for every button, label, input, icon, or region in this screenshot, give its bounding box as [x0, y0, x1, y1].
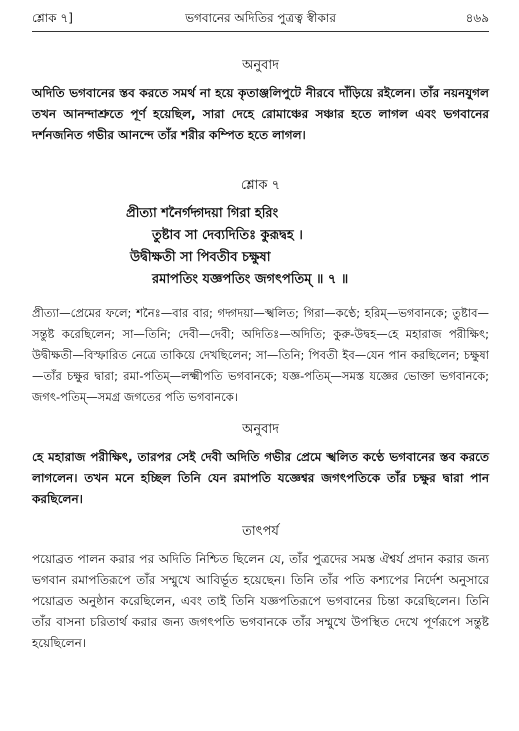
- purport-paragraph: পয়োব্রত পালন করার পর অদিতি নিশ্চিত ছিলেন যে, তাঁর পুত্রদের সমস্ত ঐশ্বর্য প্রদান করার জন্য ভগবান রমাপতিরূপে তাঁর সম্মুখে আবির্ভূত হয়েছেন। তিনি তাঁর পতি কশ্যপের নির্দেশ অনুসারে পয়োব্রত অনুষ্ঠান করেছিলেন, এবং তাই তিনি যজ্ঞপতিরূপে ভগবানের চিন্তা করেছিলেন। তিনি তাঁর বাসনা চরিতার্থ করার জন্য জগৎপতি ভগবানকে তাঁর সম্মুখে উপস্থিত দেখে পূর্ণরূপে সন্তুষ্ট হয়েছিলেন।: [32, 552, 489, 650]
- translation-paragraph-2: হে মহারাজ পরীক্ষিৎ, তারপর সেই দেবী অদিতি গভীর প্রেমে স্খলিত কণ্ঠে ভগবানের স্তব করতে লাগলেন। তখন মনে হচ্ছিল তিনি যেন রমাপতি যজ্ঞেশ্বর জগৎপতিকে তাঁর চক্ষুর দ্বারা পান করছিলেন।: [32, 450, 489, 506]
- verse-line-4: রমাপতিং যজ্ঞপতিং জগৎপতিম্ ॥ ৭ ॥: [152, 272, 349, 287]
- translation-heading-2: অনুবাদ: [242, 422, 279, 437]
- verse-line-1: প্রীত্যা শনৈর্গদ্গদয়া গিরা হরিং: [126, 206, 279, 221]
- verse-block: [32, 176, 489, 291]
- page-content: [32, 56, 489, 654]
- page-number: ৪৬৯: [465, 11, 489, 25]
- translation-paragraph: অদিতি ভগবানের স্তব করতে সমর্থ না হয়ে কৃতাঞ্জলিপুটে নীরবে দাঁড়িয়ে রইলেন। তাঁর নয়নযুগল তখন আনন্দাশ্রুতে পূর্ণ হয়েছিল, সারা দেহে রোমাঞ্চের সঞ্চার হতে লাগল এবং ভগবানের দর্শনজনিত গভীর আনন্দে তাঁর শরীর কম্পিত হতে লাগল।: [32, 86, 489, 142]
- running-header: [32, 10, 489, 30]
- verse-line-3: উদ্বীক্ষতী সা পিবতীব চক্ষুষা: [130, 250, 271, 265]
- synonyms-paragraph: প্রীত্যা—প্রেমের ফলে; শনৈঃ—বার বার; গদ্গদয়া—স্খলিত; গিরা—কণ্ঠে; হরিম্—ভগবানকে; তুষ্টাব—সন্তুষ্ট করেছিলেন; সা—তিনি; দেবী—দেবী; অদিতিঃ—অদিতি; কুরু-উদ্বহ—হে মহারাজ পরীক্ষিৎ; উদ্বীক্ষতী—বিস্ফারিত নেত্রে তাকিয়ে দেখছিলেন; সা—তিনি; পিবতী ইব—যেন পান করছিলেন; চক্ষুষা—তাঁর চক্ষুর দ্বারা; রমা-পতিম্—লক্ষ্মীপতি ভগবানকে; যজ্ঞ-পতিম্—সমস্ত যজ্ঞের ভোক্তা ভগবানকে; জগৎ-পতিম্—সমগ্র জগতের পতি ভগবানকে।: [32, 306, 489, 404]
- purport-heading: তাৎপর্য: [242, 524, 279, 539]
- verse-line-2: তুষ্টাব সা দেব্যদিতিঃ কুরূদ্বহ ।: [152, 228, 303, 243]
- verse-heading: শ্লোক ৭: [240, 178, 281, 193]
- translation-heading: অনুবাদ: [242, 58, 279, 73]
- chapter-title: ভগবানের অদিতির পুত্রত্ব স্বীকার: [185, 11, 336, 25]
- header-rule: [32, 31, 489, 32]
- verse-reference: শ্লোক ৭]: [32, 11, 73, 25]
